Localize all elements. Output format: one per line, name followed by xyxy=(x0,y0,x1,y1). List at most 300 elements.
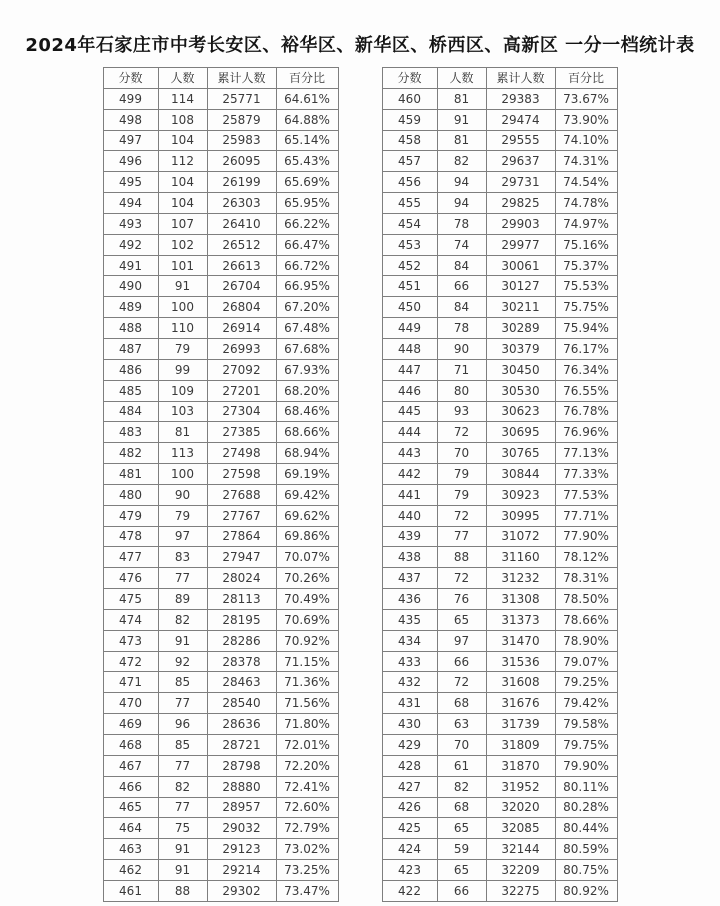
table-cell: 494 xyxy=(103,193,158,214)
table-cell: 70.49% xyxy=(276,589,338,610)
table-row xyxy=(382,880,617,901)
table-cell: 66.72% xyxy=(276,255,338,276)
table-cell: 493 xyxy=(103,213,158,234)
table-cell: 25879 xyxy=(207,109,276,130)
table-cell: 78.50% xyxy=(555,589,617,610)
table-cell: 114 xyxy=(158,88,207,109)
table-cell: 435 xyxy=(382,609,437,630)
table-cell: 29555 xyxy=(486,130,555,151)
table-cell: 436 xyxy=(382,589,437,610)
table-cell: 29731 xyxy=(486,172,555,193)
column-header: 累计人数 xyxy=(486,68,555,89)
table-cell: 30923 xyxy=(486,484,555,505)
table-row xyxy=(103,568,338,589)
table-cell: 26804 xyxy=(207,297,276,318)
table-cell: 31536 xyxy=(486,651,555,672)
table-row xyxy=(103,526,338,547)
table-cell: 72.01% xyxy=(276,735,338,756)
table-cell: 72.41% xyxy=(276,776,338,797)
table-cell: 456 xyxy=(382,172,437,193)
table-cell: 82 xyxy=(158,609,207,630)
table-cell: 466 xyxy=(103,776,158,797)
table-cell: 28636 xyxy=(207,714,276,735)
table-cell: 77.90% xyxy=(555,526,617,547)
table-cell: 468 xyxy=(103,735,158,756)
table-cell: 100 xyxy=(158,464,207,485)
table-row xyxy=(103,172,338,193)
table-cell: 68.94% xyxy=(276,443,338,464)
table-cell: 77 xyxy=(437,526,486,547)
table-cell: 32020 xyxy=(486,797,555,818)
table-cell: 30530 xyxy=(486,380,555,401)
document-title: 2024年石家庄市中考长安区、裕华区、新华区、桥西区、高新区 一分一档统计表 xyxy=(25,35,695,56)
table-cell: 81 xyxy=(158,422,207,443)
table-cell: 443 xyxy=(382,443,437,464)
table-cell: 67.20% xyxy=(276,297,338,318)
table-cell: 68.66% xyxy=(276,422,338,443)
table-row xyxy=(382,318,617,339)
column-header: 人数 xyxy=(437,68,486,89)
table-cell: 74.10% xyxy=(555,130,617,151)
table-cell: 464 xyxy=(103,818,158,839)
table-cell: 29903 xyxy=(486,213,555,234)
table-cell: 67.93% xyxy=(276,359,338,380)
table-cell: 90 xyxy=(158,484,207,505)
table-cell: 28195 xyxy=(207,609,276,630)
table-cell: 32275 xyxy=(486,880,555,901)
table-row xyxy=(382,109,617,130)
table-cell: 78 xyxy=(437,318,486,339)
table-cell: 28286 xyxy=(207,630,276,651)
table-cell: 70.92% xyxy=(276,630,338,651)
column-header: 人数 xyxy=(158,68,207,89)
table-cell: 96 xyxy=(158,714,207,735)
table-cell: 69.86% xyxy=(276,526,338,547)
table-row xyxy=(382,755,617,776)
header-row xyxy=(103,68,338,89)
header-row xyxy=(382,68,617,89)
table-cell: 76.34% xyxy=(555,359,617,380)
table-cell: 91 xyxy=(158,860,207,881)
table-row xyxy=(103,380,338,401)
table-cell: 79.75% xyxy=(555,735,617,756)
table-cell: 449 xyxy=(382,318,437,339)
table-cell: 73.67% xyxy=(555,88,617,109)
table-cell: 31809 xyxy=(486,735,555,756)
table-row xyxy=(382,193,617,214)
table-cell: 29825 xyxy=(486,193,555,214)
table-row xyxy=(103,276,338,297)
table-cell: 91 xyxy=(158,630,207,651)
table-row xyxy=(382,338,617,359)
table-cell: 80.59% xyxy=(555,839,617,860)
table-cell: 447 xyxy=(382,359,437,380)
table-cell: 31739 xyxy=(486,714,555,735)
table-cell: 439 xyxy=(382,526,437,547)
table-cell: 92 xyxy=(158,651,207,672)
table-cell: 28880 xyxy=(207,776,276,797)
table-cell: 495 xyxy=(103,172,158,193)
table-row xyxy=(382,672,617,693)
table-cell: 465 xyxy=(103,797,158,818)
table-cell: 79.25% xyxy=(555,672,617,693)
table-cell: 107 xyxy=(158,213,207,234)
table-cell: 76.78% xyxy=(555,401,617,422)
table-row xyxy=(382,505,617,526)
table-cell: 434 xyxy=(382,630,437,651)
table-cell: 487 xyxy=(103,338,158,359)
table-cell: 65 xyxy=(437,860,486,881)
table-cell: 84 xyxy=(437,255,486,276)
table-cell: 30127 xyxy=(486,276,555,297)
table-cell: 26410 xyxy=(207,213,276,234)
table-cell: 73.47% xyxy=(276,880,338,901)
table-cell: 77 xyxy=(158,755,207,776)
table-row xyxy=(103,422,338,443)
table-cell: 71.15% xyxy=(276,651,338,672)
table-cell: 66.22% xyxy=(276,213,338,234)
table-cell: 473 xyxy=(103,630,158,651)
table-cell: 459 xyxy=(382,109,437,130)
table-row xyxy=(382,151,617,172)
table-cell: 67.68% xyxy=(276,338,338,359)
table-row xyxy=(382,297,617,318)
table-row xyxy=(382,651,617,672)
table-cell: 26512 xyxy=(207,234,276,255)
table-cell: 80.28% xyxy=(555,797,617,818)
table-cell: 30211 xyxy=(486,297,555,318)
table-cell: 91 xyxy=(158,276,207,297)
table-cell: 76 xyxy=(437,589,486,610)
table-cell: 79.42% xyxy=(555,693,617,714)
table-cell: 455 xyxy=(382,193,437,214)
table-cell: 486 xyxy=(103,359,158,380)
table-cell: 70.26% xyxy=(276,568,338,589)
table-row xyxy=(103,797,338,818)
table-cell: 26704 xyxy=(207,276,276,297)
table-cell: 30623 xyxy=(486,401,555,422)
table-cell: 80.75% xyxy=(555,860,617,881)
table-cell: 72.79% xyxy=(276,818,338,839)
table-cell: 68.46% xyxy=(276,401,338,422)
table-row xyxy=(382,735,617,756)
table-cell: 65 xyxy=(437,818,486,839)
table-cell: 460 xyxy=(382,88,437,109)
table-row xyxy=(103,860,338,881)
table-row xyxy=(382,255,617,276)
table-cell: 68 xyxy=(437,797,486,818)
table-row xyxy=(382,776,617,797)
table-row xyxy=(103,609,338,630)
table-cell: 79.90% xyxy=(555,755,617,776)
table-cell: 450 xyxy=(382,297,437,318)
table-cell: 71.56% xyxy=(276,693,338,714)
table-row xyxy=(103,818,338,839)
table-cell: 76.55% xyxy=(555,380,617,401)
table-cell: 80 xyxy=(437,380,486,401)
table-cell: 446 xyxy=(382,380,437,401)
table-cell: 28463 xyxy=(207,672,276,693)
table-cell: 25983 xyxy=(207,130,276,151)
table-row xyxy=(382,401,617,422)
table-cell: 108 xyxy=(158,109,207,130)
table-cell: 70 xyxy=(437,443,486,464)
table-cell: 26613 xyxy=(207,255,276,276)
table-cell: 27201 xyxy=(207,380,276,401)
column-header: 分数 xyxy=(382,68,437,89)
table-row xyxy=(103,589,338,610)
table-cell: 81 xyxy=(437,130,486,151)
table-row xyxy=(103,651,338,672)
table-cell: 31952 xyxy=(486,776,555,797)
table-cell: 88 xyxy=(437,547,486,568)
table-row xyxy=(103,359,338,380)
table-row xyxy=(103,714,338,735)
table-cell: 472 xyxy=(103,651,158,672)
table-row xyxy=(103,130,338,151)
table-cell: 75.16% xyxy=(555,234,617,255)
table-row xyxy=(103,464,338,485)
table-cell: 93 xyxy=(437,401,486,422)
table-cell: 79 xyxy=(158,505,207,526)
table-cell: 488 xyxy=(103,318,158,339)
table-cell: 441 xyxy=(382,484,437,505)
table-cell: 29032 xyxy=(207,818,276,839)
table-cell: 91 xyxy=(158,839,207,860)
table-cell: 64.61% xyxy=(276,88,338,109)
table-cell: 61 xyxy=(437,755,486,776)
table-row xyxy=(103,755,338,776)
table-cell: 72 xyxy=(437,505,486,526)
table-cell: 74.97% xyxy=(555,213,617,234)
table-cell: 30765 xyxy=(486,443,555,464)
table-row xyxy=(382,88,617,109)
table-cell: 78.12% xyxy=(555,547,617,568)
table-row xyxy=(103,88,338,109)
table-cell: 71 xyxy=(437,359,486,380)
table-cell: 112 xyxy=(158,151,207,172)
table-row xyxy=(103,213,338,234)
table-cell: 75.37% xyxy=(555,255,617,276)
table-row xyxy=(382,839,617,860)
table-row xyxy=(382,589,617,610)
table-cell: 442 xyxy=(382,464,437,485)
table-cell: 79.07% xyxy=(555,651,617,672)
table-cell: 90 xyxy=(437,338,486,359)
table-cell: 478 xyxy=(103,526,158,547)
table-row xyxy=(103,109,338,130)
table-cell: 433 xyxy=(382,651,437,672)
table-cell: 440 xyxy=(382,505,437,526)
table-cell: 26993 xyxy=(207,338,276,359)
table-cell: 476 xyxy=(103,568,158,589)
table-cell: 69.62% xyxy=(276,505,338,526)
table-cell: 30995 xyxy=(486,505,555,526)
table-cell: 30695 xyxy=(486,422,555,443)
table-cell: 31308 xyxy=(486,589,555,610)
table-cell: 431 xyxy=(382,693,437,714)
table-cell: 461 xyxy=(103,880,158,901)
table-row xyxy=(103,401,338,422)
table-cell: 99 xyxy=(158,359,207,380)
table-row xyxy=(382,130,617,151)
table-cell: 29474 xyxy=(486,109,555,130)
table-cell: 31072 xyxy=(486,526,555,547)
table-row xyxy=(103,443,338,464)
table-cell: 430 xyxy=(382,714,437,735)
table-cell: 74 xyxy=(437,234,486,255)
table-cell: 72.20% xyxy=(276,755,338,776)
table-cell: 67.48% xyxy=(276,318,338,339)
table-cell: 467 xyxy=(103,755,158,776)
table-cell: 89 xyxy=(158,589,207,610)
table-cell: 66 xyxy=(437,651,486,672)
table-cell: 80.92% xyxy=(555,880,617,901)
table-row xyxy=(103,255,338,276)
table-cell: 490 xyxy=(103,276,158,297)
table-cell: 78.66% xyxy=(555,609,617,630)
table-cell: 30061 xyxy=(486,255,555,276)
table-row xyxy=(103,776,338,797)
table-cell: 26095 xyxy=(207,151,276,172)
table-cell: 65.69% xyxy=(276,172,338,193)
column-header: 分数 xyxy=(103,68,158,89)
table-row xyxy=(103,630,338,651)
table-cell: 78.90% xyxy=(555,630,617,651)
table-row xyxy=(103,338,338,359)
table-cell: 73.02% xyxy=(276,839,338,860)
table-cell: 31373 xyxy=(486,609,555,630)
table-row xyxy=(103,193,338,214)
table-row xyxy=(382,213,617,234)
table-cell: 65.95% xyxy=(276,193,338,214)
table-cell: 482 xyxy=(103,443,158,464)
table-cell: 428 xyxy=(382,755,437,776)
table-cell: 104 xyxy=(158,172,207,193)
table-cell: 29383 xyxy=(486,88,555,109)
table-cell: 102 xyxy=(158,234,207,255)
table-cell: 104 xyxy=(158,130,207,151)
table-cell: 497 xyxy=(103,130,158,151)
table-row xyxy=(103,880,338,901)
table-cell: 489 xyxy=(103,297,158,318)
table-row xyxy=(382,276,617,297)
table-row xyxy=(103,318,338,339)
table-row xyxy=(382,547,617,568)
table-cell: 477 xyxy=(103,547,158,568)
table-cell: 448 xyxy=(382,338,437,359)
table-cell: 73.25% xyxy=(276,860,338,881)
table-cell: 79 xyxy=(437,464,486,485)
table-cell: 82 xyxy=(437,776,486,797)
table-cell: 69.42% xyxy=(276,484,338,505)
table-cell: 74.31% xyxy=(555,151,617,172)
table-cell: 97 xyxy=(437,630,486,651)
table-cell: 70.69% xyxy=(276,609,338,630)
table-cell: 77 xyxy=(158,797,207,818)
table-row xyxy=(382,818,617,839)
table-cell: 480 xyxy=(103,484,158,505)
table-cell: 438 xyxy=(382,547,437,568)
table-cell: 499 xyxy=(103,88,158,109)
table-cell: 77.71% xyxy=(555,505,617,526)
table-cell: 453 xyxy=(382,234,437,255)
table-cell: 444 xyxy=(382,422,437,443)
table-cell: 427 xyxy=(382,776,437,797)
table-row xyxy=(382,860,617,881)
table-cell: 28378 xyxy=(207,651,276,672)
table-cell: 81 xyxy=(437,88,486,109)
table-cell: 445 xyxy=(382,401,437,422)
table-cell: 78 xyxy=(437,213,486,234)
table-row xyxy=(382,568,617,589)
table-cell: 63 xyxy=(437,714,486,735)
table-cell: 32209 xyxy=(486,860,555,881)
table-cell: 29214 xyxy=(207,860,276,881)
table-cell: 72 xyxy=(437,672,486,693)
table-cell: 27498 xyxy=(207,443,276,464)
table-row xyxy=(382,714,617,735)
table-cell: 71.36% xyxy=(276,672,338,693)
table-cell: 66.47% xyxy=(276,234,338,255)
table-cell: 94 xyxy=(437,172,486,193)
table-cell: 110 xyxy=(158,318,207,339)
table-cell: 82 xyxy=(437,151,486,172)
table-cell: 26914 xyxy=(207,318,276,339)
table-cell: 26303 xyxy=(207,193,276,214)
table-cell: 462 xyxy=(103,860,158,881)
table-cell: 491 xyxy=(103,255,158,276)
column-header: 百分比 xyxy=(276,68,338,89)
table-row xyxy=(103,672,338,693)
table-cell: 474 xyxy=(103,609,158,630)
table-cell: 454 xyxy=(382,213,437,234)
table-cell: 104 xyxy=(158,193,207,214)
table-row xyxy=(103,234,338,255)
table-cell: 65.43% xyxy=(276,151,338,172)
table-cell: 25771 xyxy=(207,88,276,109)
table-row xyxy=(382,693,617,714)
table-cell: 65.14% xyxy=(276,130,338,151)
table-cell: 27304 xyxy=(207,401,276,422)
table-cell: 483 xyxy=(103,422,158,443)
table-cell: 78.31% xyxy=(555,568,617,589)
table-cell: 30289 xyxy=(486,318,555,339)
table-cell: 424 xyxy=(382,839,437,860)
table-cell: 27385 xyxy=(207,422,276,443)
table-cell: 100 xyxy=(158,297,207,318)
table-cell: 26199 xyxy=(207,172,276,193)
table-cell: 425 xyxy=(382,818,437,839)
table-row xyxy=(382,359,617,380)
table-cell: 28798 xyxy=(207,755,276,776)
table-cell: 27947 xyxy=(207,547,276,568)
table-cell: 69.19% xyxy=(276,464,338,485)
table-cell: 83 xyxy=(158,547,207,568)
table-row xyxy=(103,297,338,318)
table-cell: 30844 xyxy=(486,464,555,485)
table-cell: 30379 xyxy=(486,338,555,359)
table-row xyxy=(382,443,617,464)
table-cell: 429 xyxy=(382,735,437,756)
table-cell: 31160 xyxy=(486,547,555,568)
tables-container xyxy=(0,67,720,902)
table-cell: 91 xyxy=(437,109,486,130)
table-cell: 79.58% xyxy=(555,714,617,735)
table-cell: 30450 xyxy=(486,359,555,380)
table-row xyxy=(382,797,617,818)
table-cell: 68.20% xyxy=(276,380,338,401)
